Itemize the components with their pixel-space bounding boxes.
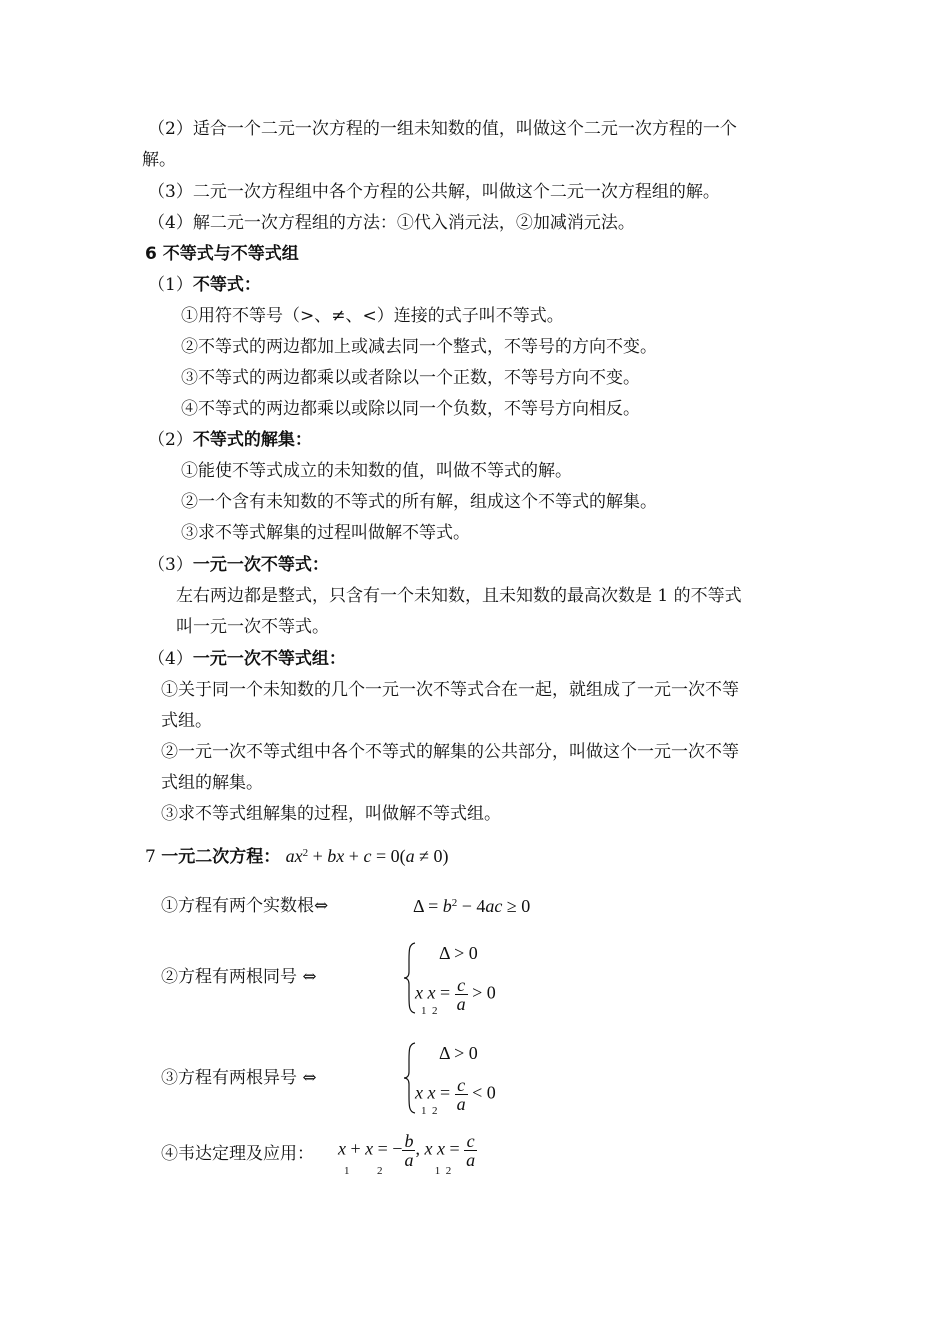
discriminant-formula: $\Delta = b^2 - 4ac \ge 0$	[413, 896, 531, 916]
list-item: ③不等式的两边都乘以或者除以一个正数，不等号方向不变。	[181, 368, 640, 388]
theorem-item: ③方程有两根异号 ⇔	[161, 1068, 317, 1088]
subsection-heading	[148, 274, 261, 296]
condition-product: x x = $\frac{c}{a}$ < 0	[415, 1075, 496, 1114]
condition-delta: Δ > 0	[439, 1043, 478, 1063]
list-item: 式组。	[161, 711, 212, 731]
theorem-item: ②方程有两根同号 ⇔	[161, 967, 317, 987]
subsection-heading	[148, 429, 312, 451]
subsection-prefix: （1）	[148, 275, 193, 295]
theorem-item: ④韦达定理及应用：	[161, 1144, 314, 1164]
condition-product: x x = $\frac{c}{a}$ > 0	[415, 975, 496, 1014]
subsection-title: 不等式：	[192, 275, 261, 295]
section-title: 一元二次方程：	[161, 847, 281, 867]
paragraph-line: （2）适合一个二元一次方程的一组未知数的值，叫做这个二元一次方程的一个	[148, 119, 737, 139]
opposite-sign-conditions	[403, 1042, 543, 1120]
subsection-heading	[148, 554, 329, 576]
same-sign-conditions	[403, 942, 543, 1020]
list-item: ③求不等式解集的过程叫做解不等式。	[181, 523, 470, 543]
list-item: ①关于同一个未知数的几个一元一次不等式合在一起，就组成了一元一次不等	[161, 680, 739, 700]
subsection-prefix: （3）	[148, 555, 193, 575]
subsection-title: 一元一次不等式组：	[192, 649, 346, 669]
subsection-prefix: （4）	[148, 649, 193, 669]
subscript-labels: 1 2	[421, 1005, 438, 1017]
paragraph-line: （3）二元一次方程组中各个方程的公共解，叫做这个二元一次方程组的解。	[148, 182, 720, 202]
list-item: ①能使不等式成立的未知数的值，叫做不等式的解。	[181, 461, 572, 481]
list-item: ②不等式的两边都加上或减去同一个整式，不等号的方向不变。	[181, 337, 657, 357]
subsection-title: 一元一次不等式：	[192, 555, 329, 575]
subscript-labels: 1 2 1 2	[344, 1165, 452, 1177]
section-number: 7	[145, 847, 156, 867]
list-item: 式组的解集。	[161, 773, 263, 793]
list-item: ④不等式的两边都乘以或除以同一个负数，不等号方向相反。	[181, 399, 640, 419]
list-item: ②一个含有未知数的不等式的所有解，组成这个不等式的解集。	[181, 492, 657, 512]
condition-delta: Δ > 0	[439, 943, 478, 963]
subsection-prefix: （2）	[148, 430, 193, 450]
list-item: 左右两边都是整式，只含有一个未知数，且未知数的最高次数是 1 的不等式	[176, 586, 742, 606]
subsection-heading	[148, 648, 346, 670]
list-item: ①用符不等号（>、≠、<）连接的式子叫不等式。	[181, 306, 564, 326]
paragraph-line: （4）解二元一次方程组的方法：①代入消元法，②加减消元法。	[148, 213, 635, 233]
list-item: ②一元一次不等式组中各个不等式的解集的公共部分，叫做这个一元一次不等	[161, 742, 739, 762]
section-heading: 6 不等式与不等式组	[145, 244, 299, 264]
list-item: ③求不等式组解集的过程，叫做解不等式组。	[161, 804, 501, 824]
paragraph-line: 解。	[142, 150, 176, 170]
subsection-title: 不等式的解集：	[192, 430, 312, 450]
subscript-labels: 1 2	[421, 1105, 438, 1117]
list-item: 叫一元一次不等式。	[176, 617, 329, 637]
section-heading	[145, 845, 448, 870]
quadratic-equation-formula: $ax^2$ + bx + c = 0(a ≠ 0)	[285, 846, 449, 866]
theorem-item: ①方程有两个实数根⇔	[161, 896, 329, 916]
vieta-formula: x + x = − $\frac{b}{a}$ , x x = $\frac{c}{a}$	[338, 1131, 476, 1170]
